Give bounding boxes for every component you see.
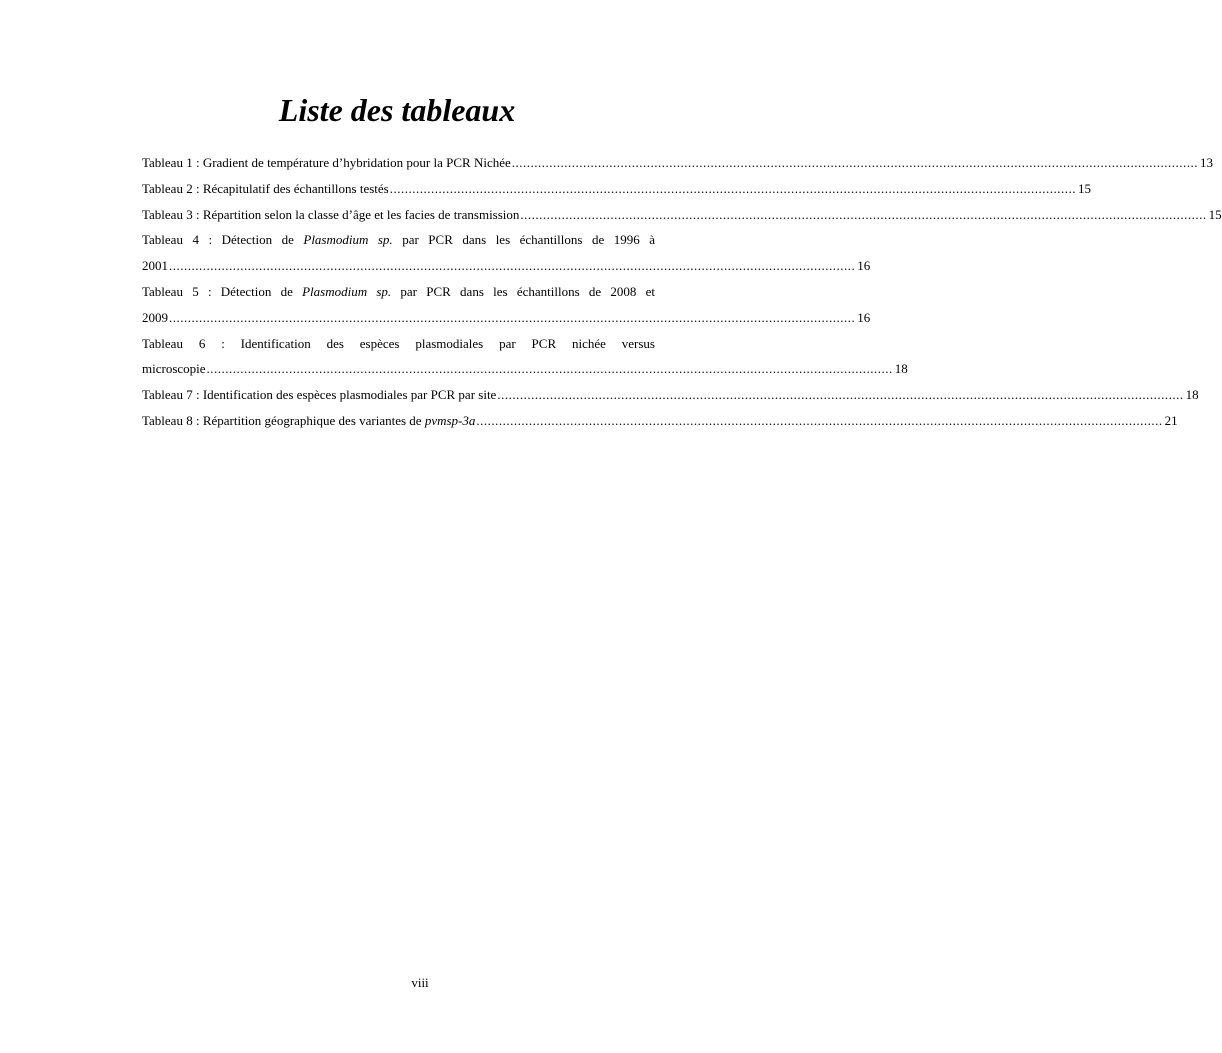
toc-entry-text: Tableau 4 : Détection de	[142, 232, 294, 248]
toc-entry-text: par PCR dans les échantillons de 1996 à	[402, 232, 655, 248]
toc-page-number: 13	[1200, 155, 1213, 170]
toc-entry-text-main: Tableau 8 : Répartition géographique des variantes de	[142, 412, 422, 428]
toc-page-number: 18	[894, 361, 908, 377]
dot-leader: .......................................................................................................................................................................................	[389, 180, 1076, 196]
dot-leader: .......................................................................................................................................................................................	[169, 309, 856, 325]
toc-entry-text	[142, 408, 475, 434]
toc-page-number: 16	[857, 309, 871, 325]
toc-entry-text: 2009	[142, 309, 168, 325]
toc-entry-text: microscopie	[142, 361, 206, 377]
toc-entry-2[interactable]	[142, 176, 1091, 202]
toc-entry-7[interactable]	[142, 382, 1199, 408]
toc-entry-3[interactable]	[142, 202, 1222, 228]
toc-entry-text: Tableau 3 : Répartition selon la classe d’âge et les facies de transmission	[142, 206, 520, 222]
toc-entry-4[interactable]	[142, 227, 871, 279]
dot-leader: .......................................................................................................................................................................................	[497, 387, 1184, 403]
toc-entry-first-line	[142, 227, 655, 253]
toc-page-number: 15	[1208, 206, 1222, 222]
toc-entry-text: Tableau 1 : Gradient de température d’hybridation pour la PCR Nichée	[142, 155, 511, 170]
toc-page-number: 21	[1164, 412, 1178, 428]
toc-entry-italic: Plasmodium sp.	[303, 232, 393, 248]
toc-entry-8[interactable]	[142, 408, 1178, 434]
dot-leader: .......................................................................................................................................................................................	[169, 258, 856, 274]
toc-page-number: 16	[857, 258, 871, 274]
list-of-tables	[142, 150, 1222, 434]
toc-entry-text: Tableau 7 : Identification des espèces plasmodiales par PCR par site	[142, 387, 497, 403]
toc-entry-first-line	[142, 279, 655, 305]
toc-entry-first-line: Tableau 6 : Identification des espèces plasmodiales par PCR nichée versus	[142, 335, 655, 351]
toc-entry-text: par PCR dans les échantillons de 2008 et	[400, 283, 656, 299]
toc-entry-italic: Plasmodium sp.	[302, 283, 392, 299]
page-number: viii	[411, 975, 429, 990]
toc-entry-5[interactable]	[142, 279, 871, 331]
dot-leader: .......................................................................................................................................................................................	[511, 155, 1198, 170]
toc-entry-6[interactable]	[142, 331, 908, 383]
toc-page-number: 15	[1077, 180, 1091, 196]
toc-entry-text: Tableau 2 : Récapitulatif des échantillons testés	[142, 180, 389, 196]
dot-leader: .......................................................................................................................................................................................	[520, 206, 1207, 222]
toc-entry-text: 2001	[142, 258, 168, 274]
toc-page-number: 18	[1185, 387, 1199, 403]
page-title: Liste des tableaux	[278, 92, 516, 128]
toc-entry-italic: pvmsp-3a	[424, 412, 476, 428]
toc-entry-1[interactable]	[142, 150, 1213, 176]
toc-entry-text: Tableau 5 : Détection de	[142, 283, 293, 299]
dot-leader: .......................................................................................................................................................................................	[206, 361, 893, 377]
dot-leader: .......................................................................................................................................................................................	[476, 412, 1163, 428]
